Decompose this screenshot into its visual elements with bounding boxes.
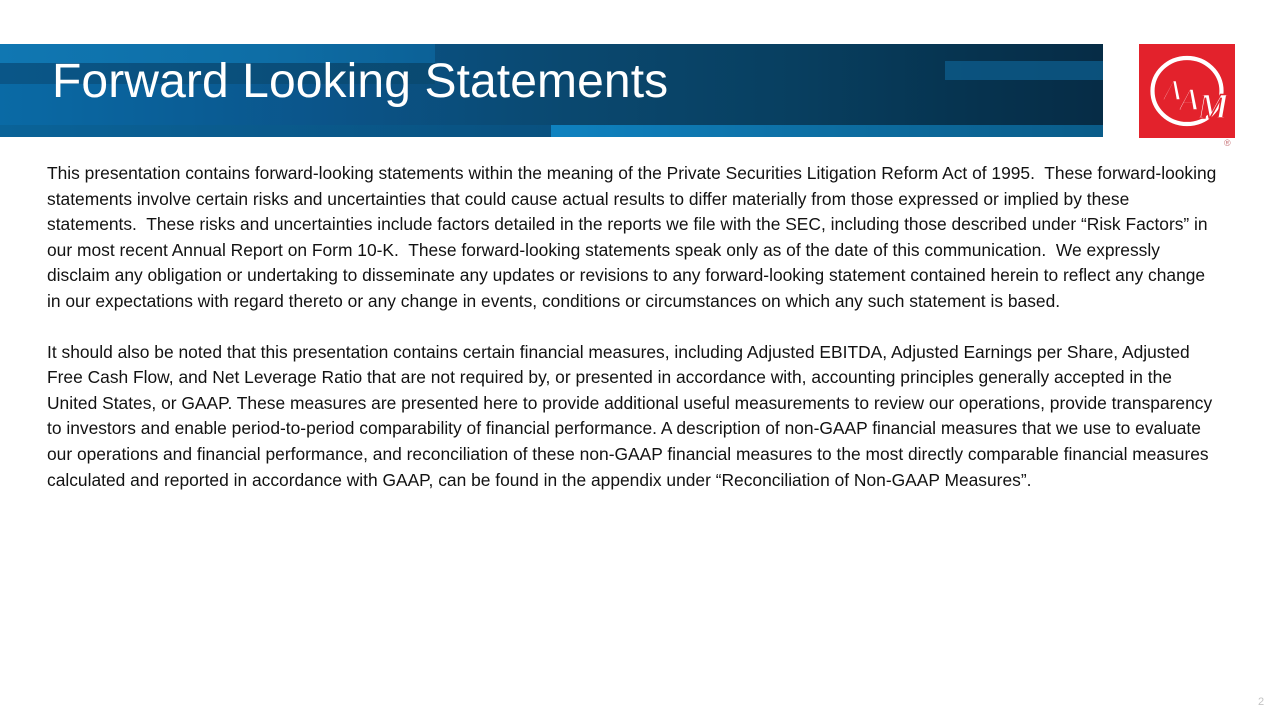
svg-text:M: M (1197, 86, 1230, 126)
aam-logo-mark (1139, 44, 1235, 138)
svg-text:A: A (1163, 74, 1184, 107)
aam-logo (1139, 44, 1235, 138)
header-band-topright-accent (945, 61, 1103, 80)
disclaimer-paragraph-non-gaap: It should also be noted that this presentation contains certain financial measures, including Adjusted EBITDA, Adjusted Earnings per Share, Adjusted Free Cash Flow, and Net Leverage Ratio that are not required by, or presented in accordance with, accounting principles generally accepted in the United States, or GAAP. These measures are presented here to provide additional useful measurements to review our operations, provide transparency to investors and enable period-to-period comparability of financial performance. A description of non-GAAP financial measures that we use to evaluate our operations and financial performance, and reconciliation of these non-GAAP financial measures to the most directly comparable financial measures calculated and reported in accordance with GAAP, can be found in the appendix under “Reconciliation of Non-GAAP Measures”. (47, 341, 1218, 490)
registered-trademark-icon: ® (1224, 138, 1231, 148)
header-band-bottom-accent (551, 125, 1103, 137)
disclaimer-paragraph-forward-looking: This presentation contains forward-looking statements within the meaning of the Private Securities Litigation Reform Act of 1995. These forward-looking statements involve certain risks and uncertainties that could cause actual results to differ materially from those expressed or implied by these statements. These risks and uncertainties include factors detailed in the reports we file with the SEC, including those described under “Risk Factors” in our most recent Annual Report on Form 10-K. These forward-looking statements speak only as of the date of this communication. We expressly disclaim any obligation or undertaking to disseminate any updates or revisions to any forward-looking statement contained herein to reflect any change in our expectations with regard thereto or any change in events, conditions or circumstances on which any such statement is based. (47, 163, 1222, 311)
header-band-bottom-left-accent (0, 125, 551, 137)
svg-text:A: A (1179, 81, 1201, 117)
body-copy (47, 161, 1222, 493)
page-number: 2 (1258, 696, 1265, 708)
page-title: Forward Looking Statements (52, 55, 669, 108)
